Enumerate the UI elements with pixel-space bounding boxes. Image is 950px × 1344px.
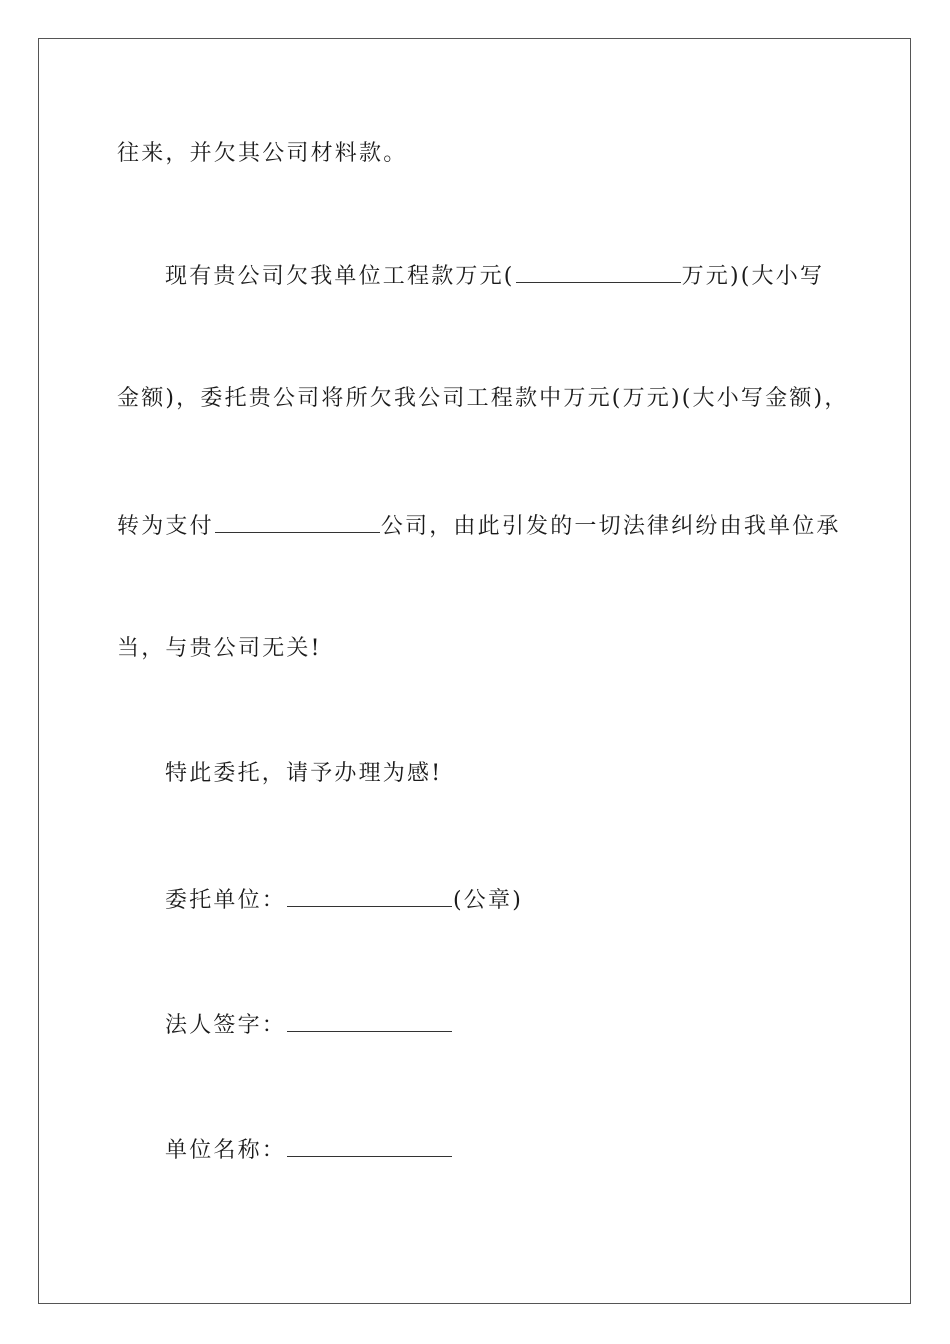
paragraph-text: 转为支付 (117, 514, 214, 539)
entrusting-unit-blank[interactable] (287, 884, 452, 907)
paragraph-line-4 (117, 510, 841, 541)
seal-note: (公章) (453, 888, 523, 913)
paragraph-line-1 (117, 140, 407, 168)
paragraph-text: 万元)(大小写 (681, 264, 825, 289)
legal-rep-line (165, 1009, 453, 1040)
unit-name-blank[interactable] (287, 1134, 452, 1157)
legal-rep-label: 法人签字： (165, 1013, 287, 1038)
paragraph-line-3 (117, 385, 849, 413)
unit-name-label: 单位名称： (165, 1138, 287, 1163)
paragraph-text: 现有贵公司欠我单位工程款万元( (165, 264, 515, 289)
paragraph-text: 特此委托，请予办理为感! (165, 761, 443, 786)
page-frame (38, 38, 911, 1304)
payee-blank[interactable] (215, 510, 380, 533)
paragraph-text: 往来，并欠其公司材料款。 (117, 141, 408, 166)
paragraph-text: 当，与贵公司无关! (117, 636, 322, 661)
paragraph-line-5 (117, 635, 322, 663)
paragraph-line-2 (165, 260, 824, 291)
entrusting-unit-line (165, 884, 523, 915)
paragraph-line-6 (165, 760, 442, 788)
unit-name-line (165, 1134, 453, 1165)
legal-rep-blank[interactable] (287, 1009, 452, 1032)
entrusting-unit-label: 委托单位： (165, 888, 287, 913)
amount-blank[interactable] (516, 260, 681, 283)
paragraph-text: 公司，由此引发的一切法律纠纷由我单位承 (380, 514, 841, 539)
paragraph-text: 金额)，委托贵公司将所欠我公司工程款中万元(万元)(大小写金额)， (117, 386, 849, 411)
